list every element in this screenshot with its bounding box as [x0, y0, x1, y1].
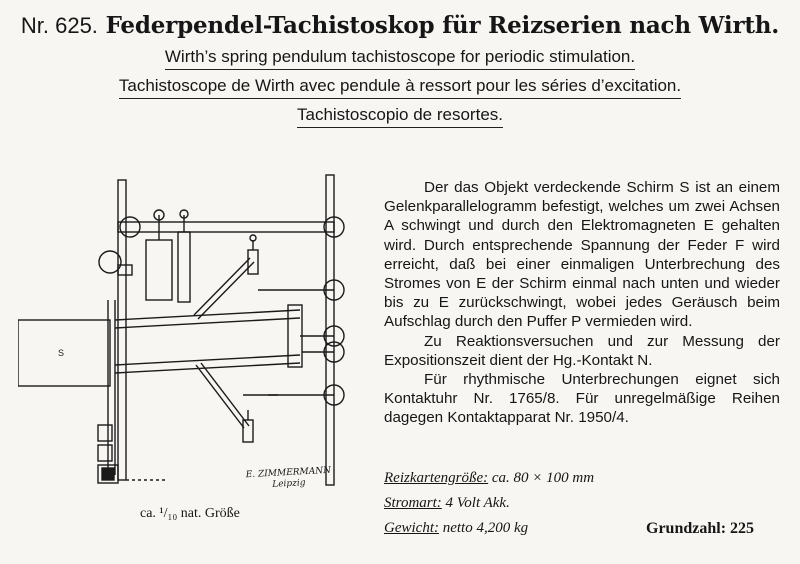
spec-card-size: [384, 470, 624, 487]
spec-weight-label: Gewicht:: [384, 520, 439, 536]
signature-name: E. ZIMMERMANN: [245, 465, 332, 481]
description-paragraph-1: Der das Objekt verdeckende Schirm S ist an einem Gelenkparallelogramm befestigt, welches um zwei Achsen A schwingt und durch den Elektromagneten E gehalten wird. Durch entsprechende Spannung der Feder F wird erreicht, daß bei einer einmaligen Unterbrechung des Stromes von E der Schirm einmal nach unten und wieder bis zu E zurückschwingt, wobei jedes Geräusch beim Aufschlag durch den Puffer P vermieden wird.: [384, 179, 780, 331]
label-screen: S: [58, 348, 65, 358]
catalog-number: Nr. 625.: [20, 13, 98, 38]
title-german: Federpendel-Tachistoskop für Reizserien nach Wirth.: [105, 12, 780, 39]
title-block: [0, 10, 800, 128]
title-spanish: Tachistoscopio de resortes.: [297, 105, 503, 128]
spec-weight: [384, 520, 624, 537]
spec-current-label: Stromart:: [384, 495, 442, 511]
title-french: Tachistoscope de Wirth avec pendule à ressort pour les séries d’excitation.: [119, 76, 681, 99]
engraver-signature: [245, 466, 331, 492]
apparatus-illustration: [18, 170, 373, 500]
spec-card-size-value: ca. 80 × 100 mm: [491, 470, 595, 486]
spec-card-size-label: Reizkartengröße:: [384, 470, 489, 486]
apparatus-drawing: [18, 170, 373, 500]
spec-weight-value: netto 4,200 kg: [442, 520, 529, 536]
title-english: Wirth’s spring pendulum tachistoscope for periodic stimulation.: [165, 47, 635, 70]
base-number: Grundzahl: 225: [646, 520, 755, 537]
description-paragraph-3: Für rhythmische Unterbrechungen eignet sich Kontaktuhr Nr. 1765/8. Für unregelmäßige Reihen dagegen Kontaktapparat Nr. 1950/4.: [384, 371, 780, 427]
spec-current-value: 4 Volt Akk.: [445, 495, 510, 511]
signature-place: Leipzig: [272, 478, 306, 490]
figure-caption: ca. ¹/₁₀ nat. Größe: [140, 506, 240, 521]
description-paragraph-2: Zu Reaktionsversuchen und zur Messung der Expositionszeit dient der Hg.-Kontakt N.: [384, 332, 780, 369]
page-title: [0, 10, 800, 41]
description: [384, 178, 780, 428]
spec-current: [384, 495, 624, 512]
